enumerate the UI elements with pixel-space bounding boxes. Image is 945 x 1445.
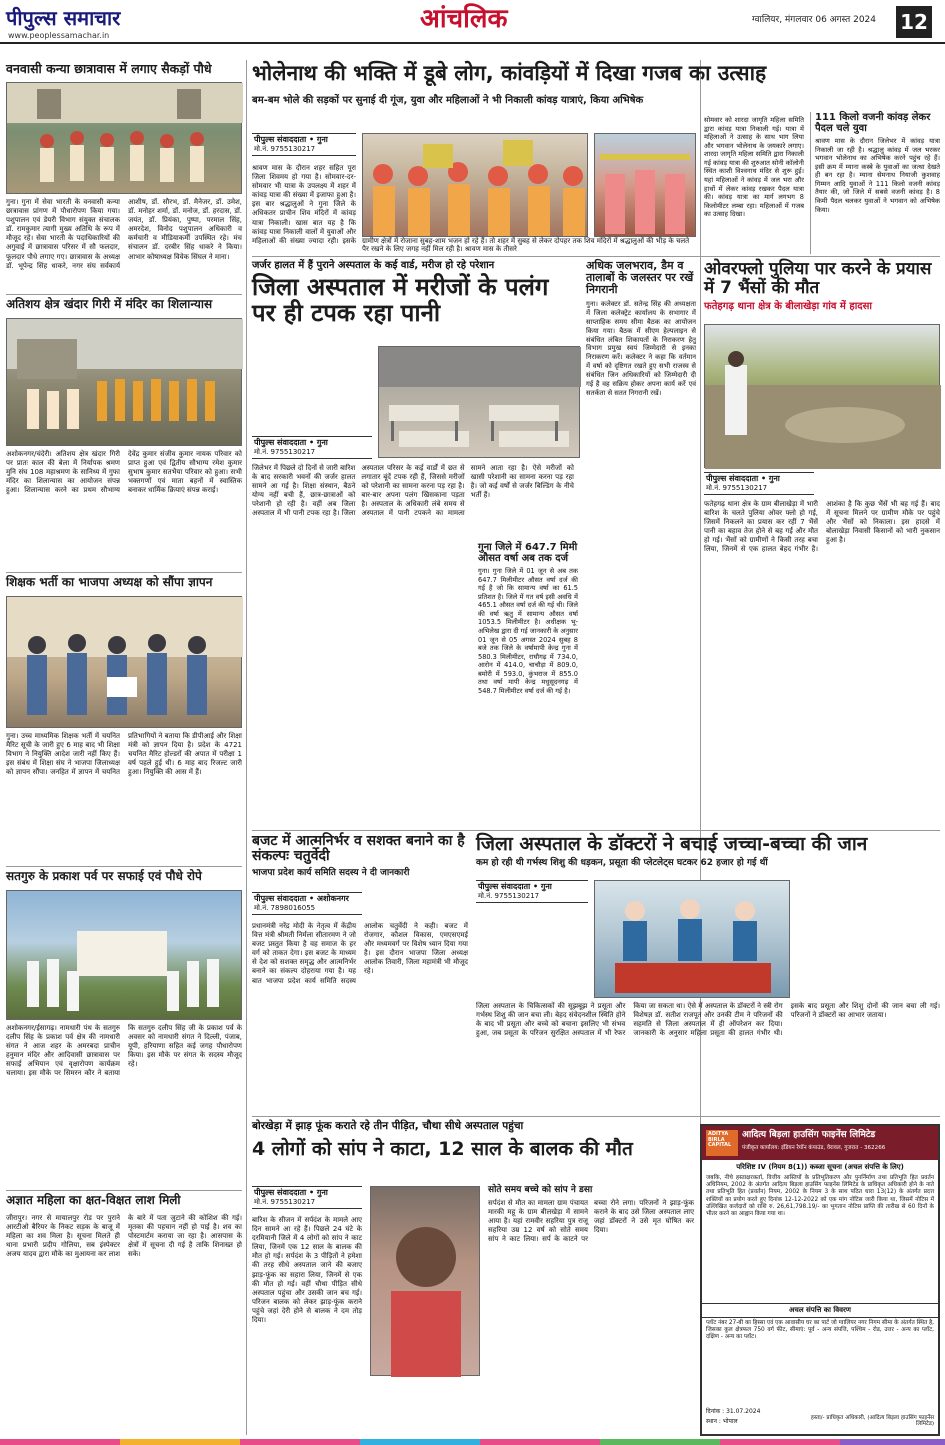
ad-date: दिनांक : 31.07.2024 — [706, 1408, 761, 1416]
schedule-head: अचल संपत्ति का विवरण — [702, 1303, 938, 1318]
story-headline: जिला अस्पताल में मरीजों के पलंग पर ही टपक रहा पानी — [252, 273, 549, 328]
divider — [6, 294, 242, 295]
story-headline: ओवरफ्लो पुलिया पार करने के प्रयास में 7 भैंसों की मौत — [704, 259, 932, 298]
story-headline: 4 लोगों को सांप ने काटा, 12 साल के बालक की मौत — [252, 1138, 633, 1161]
box-headline: गुना जिले में 647.7 मिमी औसत वर्षा अब तक दर्ज — [478, 542, 578, 564]
photo-graphic — [7, 319, 243, 447]
photo-caption: ग्रामीण क्षेत्रों में रोजाना सुबह-शाम भजन हो रहे हैं। तो शहर में सुबह से लेकर दोपहर तक शिव मंदिरों में श्रद्धालुओं की भीड़ के चलते पैर रखने के लिए जगह नहीं मिल रही है। श्रावण मास के तीसरे — [362, 238, 696, 253]
news-photo — [6, 318, 242, 446]
story-body: प्रधानमंत्री नरेंद्र मोदी के नेतृत्व में केंद्रीय वित्त मंत्री श्रीमती निर्मला सीतारमण ने जो बजट प्रस्तुत किया है वह समाज के हर वर्ग को ताकत देगा। इस बजट के माध्यम से देश को सशक्त समृद्ध और आत्मनिर्भर बनाने का संकल्प दोहराया गया है। यह बात भाजपा प्रदेश कार्य समिति सदस्य आलोक चतुर्वेदी ने कही। बजट में रोजगार, कौशल विकास, एमएसएमई और मध्यमवर्ग पर विशेष ध्यान दिया गया है। इस दौरान भाजपा जिला अध्यक्ष आलोक तिवारी, जिला महामंत्री भी मौजूद रहे। — [252, 922, 468, 985]
section-title: आंचलिक — [420, 4, 508, 34]
notice-body: जबकि, नीचे हस्ताक्षरकर्ता, वित्तीय आस्तियों के प्रतिभूतिकरण और पुनर्निर्माण तथा प्रतिभूति हित प्रवर्तन अधिनियम, 2002 के अंतर्गत आदित्य बिड़ला हाउसिंग फाइनेंस लिमिटेड के प्राधिकृत अधिकारी होने के नाते तथा प्रतिभूति हित (प्रवर्तन) नियम, 2002 के नियम 3 के साथ पठित धारा 13(12) के अंतर्गत प्रदत्त शक्तियों का प्रयोग करते हुए दिनांक 12-12-2022 को एक मांग नोटिस जारी किया था, जिसमें नोटिस में उल्लिखित कर्जदारों को राशि रु. 26,61,798.19/- का भुगतान नोटिस प्राप्ति की तारीख से 60 दिनों के भीतर करने का आह्वान किया गया था। — [706, 1174, 934, 1218]
story-body: जीरापुर। नगर से मायालपुर रोड पर पुराने आरटीओ बैरियर के निकट सड़क के बाजू में महिला का शव मिला है। सूचना मिलते ही थाना प्रभारी प्रदीप गोलिया, सब इंस्पेक्टर अजय यादव द्वारा मौके का मुआयना कर लाश के बारे में पता जुटाने की कोशिश की गई। मृतका की पहचान नहीं हो पाई है। शव का पोस्टमार्टम कराया जा रहा है। आसपास के क्षेत्रों में सूचना दी गई है ताकि शिनाख्त हो सके। — [6, 1214, 242, 1259]
news-photo — [6, 82, 242, 194]
story-kicker — [252, 260, 574, 272]
story-body: गुना। गुना में सेवा भारती के वनवासी कन्या छात्रावास प्रांगण में पौधारोपण किया गया। पशुपालन एवं डेयरी विभाग संयुक्त संचालक डॉ. रामकुमार त्यागी मुख्य अतिथि के रूप में मौजूद रहे। सेवा भारती के पदाधिकारियों की अगुवाई में छात्रावास परिसर में सौ फलदार, फूलदार पौधे लगाए गए। छात्रावास के अध्यक्ष डॉ. भूपेन्द्र सिंह धाकरे, नगर संघ सर्वकार्य आशीष, डॉ. सौरभ, डॉ. मैनेजर, डॉ. उमेश, डॉ. मनोहर शर्मा, डॉ. मनोज, डॉ. हरदास, डॉ. जयंत, डॉ. प्रियंका, पुष्पा, परमाल सिंह, अमरदेश, विनोद पशुपालन अधिकारी व कर्मचारी व मीडियाकर्मी उपस्थित रहे। मंच संचालन डॉ. दरबीर सिंह धाकरे ने किया। आभार कोषाध्यक्ष विवेक सिंघल ने माना। — [6, 198, 242, 270]
story-khandar — [6, 298, 242, 568]
story-headline: शिक्षक भर्ती का भाजपा अध्यक्ष को सौंपा ज्ञापन — [6, 575, 213, 589]
story-jalbharav — [586, 260, 696, 820]
byline-mobile: मो.नं. 7898016055 — [254, 904, 316, 913]
byline — [704, 472, 814, 495]
story-body: फतेहगढ़ थाना क्षेत्र के ग्राम बीलाखेड़ा में भारी बारिश के चलते पुलिया ओवर फ्लो हो गई, जिसमें निकलने का प्रयास कर रहीं 7 भैंसें पानी का बहाव तेज होने से बह गईं और मौत हो गई। भैंसों को ग्रामीणों ने किसी तरह बचा लिया, जिनमें से एक हालत बेहद गंभीर है। आशंका है कि कुछ भैंसें भी बह गई हैं। बाद में सूचना मिलने पर ग्रामीण मौके पर पहुंचे और भैंसों को निकाला। इस हादसे में बोलाखेड़ा निवासी किसानों को भारी नुकसान हुआ है। — [704, 500, 940, 554]
ad-signature: हस्ता/- प्राधिकृत अधिकारी, (आदित्य बिड़ला हाउसिंग फाइनेंस लिमिटेड) — [810, 1414, 934, 1428]
byline-mobile: मो.नं. 9755130217 — [254, 1198, 316, 1207]
byline-text: पीपुल्स संवाददाता • गुना — [706, 474, 780, 483]
story-saanp — [252, 1120, 694, 1438]
news-photo — [594, 880, 790, 998]
story-body: गुना। उच्च माध्यमिक शिक्षक भर्ती में चयनित मैरिट सूची के जारी हुए 6 माह बाद भी शिक्षा विभाग ने नियुक्ति आदेश जारी नहीं किए हैं। इस संबंध में शिक्षा संघ ने भाजपा जिलाध्यक्ष को ज्ञापन सौंपा। जनहित में ज्ञापन में चयनित प्रतिभागियों ने बताया कि डीपीआई और शिक्षा मंत्री को ज्ञापन दिया है। प्रदेश के 4721 चयनित मैरिट होल्डरों की अपात में परीक्षा 1 वर्ष पहले हुई थी। 6 माह बाद रिजल्ट जारी हुआ। नियुक्ति की आस में हैं। — [6, 732, 242, 777]
story-body: अशोकनगर/चंदेरी। अतिशय क्षेत्र खंदार गिरी पर प्रातः काल की बेला में निर्यापक श्रमण मुनि संघ 108 महाश्रमण के सानिध्य में गुफा मंदिर का शिलान्यास का आयोजन संपन्न हुआ। शिलान्यास करने का प्रथम सौभाग्य देवेंद्र कुमार संजीव कुमार नायक परिवार को प्राप्त हुआ एवं द्वितीय सौभाग्य रमेश कुमार सुभाष कुमार सतभैया परिवार को हुआ। सभी भक्तगणों एवं माता बहनों में स्वास्तिक बनाकर धार्मिक क्रियाएं संपन्न कराई। — [6, 450, 242, 495]
story-body: अशोकनगर/ईसागढ़। नामधारी पंथ के सतगुरु दलीप सिंह के प्रकाश पर्व क्षेत्र की नामधारी संगत ने आज शहर के अमरबदा प्राचीन हनुमान मंदिर और आदिवासी छात्रावास पर सफाई अभियान एवं वृक्षारोपण कार्यक्रम चलाया। इस मौके पर सिमरन कौर ने बताया कि सतगुरु दलीप सिंह जी के प्रकाश पर्व के अवसर को नामधारी संगत ने दिल्ली, पंजाब, यूपी, हरियाणा सहित कई जगह पौधारोपण किया। इस मौके पर संगत के सदस्य मौजूद रहे। — [6, 1024, 242, 1078]
divider — [252, 256, 940, 257]
story-body: श्रावण मास के दौरान शहर सहित पूरा जिला शिवमय हो गया है। सोमवार-दर-सोमवार भी यात्रा के उपलक्ष्य में शहर में कांवड़ यात्रा की संख्या में इजाफा हुआ है। इस बार श्रद्धालुओं ने गुना जिले के अधिकतर प्राचीन शिव मंदिरों में कांवड़ यात्रा निकाली। खास बात यह है कि कांवड़ यात्रा निकाली वालों में युवाओं और महिलाओं की संख्या ज्यादा रही। इसके — [252, 164, 356, 245]
story-subhead: बम-बम भोले की सड़कों पर सुनाई दी गूंज, युवा और महिलाओं ने भी निकाली कांवड़ यात्राएं, किया अभिषेक — [252, 95, 644, 107]
byline-mobile: मो.नं. 9755130217 — [254, 145, 316, 154]
story-headline: अज्ञात महिला का क्षत-विक्षत लाश मिली — [6, 1193, 181, 1207]
kicker-text: बोरखेड़ा में झाड़ फूंक कराते रहे तीन पीड़ित, चौथा सीधे अस्पताल पहुंचा — [252, 1120, 524, 1132]
photo-graphic — [7, 891, 243, 1021]
box-body: श्रावण मास के दौरान जिलेभर में कांवड़ यात्रा निकाली जा रही है। श्रद्धालु कांवड़ में जल भरकर भगवान भोलेनाथ का अभिषेक करने पहुंच रहे हैं। इसी क्रम में म्याना कस्बे के युवाओं का जत्था देखते ही बन रहा है। म्याना सेमनाथ नियाजी कुशवाह गिम्मन आदि युवाओं ने 111 किलो वजनी कांवड़ तैयार की, जो जिले में सबसे वजनी कांवड़ है। 8 किमी पैदल चलकर युवाओं ने भगवान को अभिषेक किया। — [815, 137, 940, 214]
column-divider — [246, 60, 247, 1435]
box-body: सर्पदंश से मौत का मामला ग्राम पंचायत मारकी महू के ग्राम बीलखेड़ा में सामने आया है। यहां रामवीर सहरिया पुत्र राजू सहरिया उम्र 12 वर्ष को सोते समय सांप ने काट लिया। सर्प के काटने पर बच्चा रोने लगा। परिजनों ने झाड़-फूंक कराने के बाद उसे जिला अस्पताल लाए जहां डॉक्टरों ने उसे मृत घोषित कर दिया। — [488, 1198, 694, 1244]
schedule-body: प्लॉट नंबर 27-बी का हिस्सा एवं एक आवासीय घर का पार्ट जो ग्वालियर नगर निगम सीमा के अंतर्गत स्थित है, जिसका कुल क्षेत्रफल 750 वर्ग फीट, सीमाएं: पूर्व - अन्य संपत्ति, पश्चिम - रोड, उत्तर - अन्य का प्लॉट, दक्षिण - अन्य का प्लॉट। — [706, 1319, 935, 1341]
masthead — [0, 0, 945, 44]
news-photo — [594, 133, 696, 237]
story-agyat — [6, 1194, 242, 1430]
story-banvasi — [6, 62, 242, 292]
byline — [476, 880, 588, 903]
story-overflow — [704, 260, 940, 830]
story-headline: अतिशय क्षेत्र खंदार गिरी में मंदिर का शिलान्यास — [6, 297, 213, 311]
byline-mobile: मो.नं. 9755130217 — [478, 892, 540, 901]
story-headline: सतगुरु के प्रकाश पर्व पर सफाई एवं पौधे रोपे — [6, 869, 202, 883]
divider — [6, 572, 242, 573]
story-subhead: फतेहगढ़ थाना क्षेत्र के बीलाखेड़ा गांव में हादसा — [704, 301, 872, 313]
ad-header — [702, 1126, 938, 1160]
page-number: 12 — [896, 6, 932, 38]
story-body: बारिश के सीजन में सर्पदंश के मामले आए दिन सामने आ रहे हैं। पिछले 24 घंटे के दरमियानी जिले में 4 लोगों को सांप ने काट लिया, जिनमें एक 12 साल के बालक की मौत हो गई। सर्पदंश के 3 पीड़ितों ने हमेशा की तरह सीधे अस्पताल जाने की बजाए झाड़-फूंक का सहारा लिया, जिनमें से एक की मौत हो गई। वहीं चौथा पीड़ित सीधे अस्पताल पहुंचा और उसकी जान बच गई। परिजन बालक को लेकर झाड़-फूंक कराने पहुंचे जहां देरी होने से बालक ने दम तोड़ दिया। — [252, 1216, 362, 1325]
notice-head: परिशिष्ट IV (नियम 8(1)) कब्जा सूचना (अचल संपत्ति के लिए) — [736, 1163, 904, 1171]
byline — [252, 133, 356, 156]
story-headline: भोलेनाथ की भक्ति में डूबे लोग, कांवड़ियों में दिखा गजब का उत्साह — [252, 61, 767, 85]
site-url[interactable]: www.peoplessamachar.in — [8, 31, 110, 40]
story-shikshak — [6, 576, 242, 864]
brand-logo: ADITYA BIRLA CAPITAL — [706, 1130, 738, 1156]
divider — [252, 1116, 940, 1117]
divider — [252, 830, 940, 831]
photo-graphic — [705, 325, 941, 469]
color-strip — [0, 1439, 945, 1445]
story-satguru — [6, 870, 242, 1188]
legal-notice-ad — [700, 1124, 940, 1436]
divider — [6, 1190, 242, 1191]
story-body: जिलेभर में पिछले दो दिनों से जारी बारिश के बाद सरकारी भवनों की जर्जर हालत सामने आ गई है। शिक्षा संस्थान, बैठने योग्य नहीं बची हैं, छात्र-छात्राओं को परेशानी हो रही है। वहीं अब जिला अस्पताल में भी पानी टपक रहा है। जिला अस्पताल परिसर के कई वार्डों में छत से लगातार बूंदें टपक रही हैं, जिससे मरीजों को परेशानी का सामना करना पड़ रहा है। बार-बार अपना पलंग खिसकाना पड़ता है। अस्पताल के अधिकारी लंबे समय से अस्पताल में पानी टपकने का मामला सामने आता रहा है। ऐसे मरीजों को खासी परेशानी का सामना करना पड़ रहा है। जो कई वर्षों से जर्जर बिल्डिंग के नीचे भर्ती हैं। — [252, 464, 574, 518]
photo-graphic — [7, 83, 243, 195]
story-headline: जिला अस्पताल के डॉक्टरों ने बचाई जच्चा-बच्चा की जान — [476, 833, 868, 855]
photo-graphic — [7, 597, 243, 729]
news-photo — [370, 1186, 480, 1376]
byline — [252, 436, 372, 459]
story-bajat — [252, 834, 468, 1114]
byline-mobile: मो.नं. 9755130217 — [706, 484, 768, 493]
photo-graphic — [371, 1187, 481, 1377]
dateline: ग्वालियर, मंगलवार 06 अगस्त 2024 — [752, 15, 877, 25]
story-jachcha — [476, 834, 940, 1114]
story-body: गुना। कलेक्टर डॉ. सतेन्द्र सिंह की अध्यक्षता में जिला कलेक्ट्रेट कार्यालय के सभागार में साप्ताहिक समय सीमा बैठक का आयोजन किया गया। बैठक में सीएम हेल्पलाइन से संबंधित लंबित शिकायतों के निराकरण हेतु विभाग प्रमुख स्वयं जिम्मेदारी से इनका निराकरण करें। कलेक्टर ने कहा कि वर्तमान में वर्षा को दृष्टिगत रखते हुए सभी राजस्व से संबंधित जिन अधिकारियों को जिम्मेदारी दी गई है वह सक्रिय होकर अपना कार्य करें एवं सतर्कता से सतत निगरानी रखें। — [586, 300, 696, 397]
story-headline: अधिक जलभराव, डैम व तालाबों के जलस्तर पर रखें निगरानी — [586, 259, 694, 297]
byline — [252, 1186, 362, 1209]
ad-subtitle: पंजीकृत कार्यालय: इंडियन रेयॉन कंपाउंड, वेरावल, गुजरात - 362266 — [742, 1145, 886, 1151]
photo-graphic — [379, 347, 581, 459]
byline-text: पीपुल्स संवाददाता • गुना — [254, 438, 328, 447]
byline-text: पीपुल्स संवाददाता • गुना — [254, 135, 328, 144]
box-body: गुना। गुना जिले में 01 जून से अब तक 647.7 मिलीमीटर औसत वर्षा दर्ज की गई है जो कि सामान्य वर्षा का 61.5 प्रतिशत है। जिले में गत वर्ष इसी अवधि में 465.1 औसत वर्षा दर्ज की गई थी। जिले की वर्षा ऋतु में सामान्य औसत वर्षा 1053.5 मिलीमीटर है। अधीक्षक भू-अभिलेख द्वारा दी गई जानकारी के अनुसार 01 जून से 05 अगस्त 2024 सुबह 8 बजे तक जिले के वर्षामापी केन्द्र गुना में 580.3 मिलीमीटर, राघौगढ़ में 734.0, आरोन में 414.0, चाचौड़ा में 809.0, बमोरी में 593.0, कुंभराज में 855.0 तथा वर्षा मापी केन्द्र मधुसूदनगढ़ में 548.7 मिलीमीटर वर्षा दर्ज की गई है। — [478, 567, 578, 695]
story-side-body: सोमवार को शारदा जागृति महिला समिति द्वारा कांवड़ यात्रा निकाली गई। यात्रा में महिलाओं ने उत्साह के साथ भाग लिया और भगवान भोलेनाथ के जयकारे लगाए। शारदा जागृति महिला समिति द्वारा निकाली गई कांवड़ यात्रा की शुरुआत सोनी कॉलोनी स्थित काशी विश्वनाथ मंदिर से शुरू हुई। यहां महिलाओं ने कांवड़ में जल भरा और हाथों में लेकर कांवड़ रखकर पैदल यात्रा की। कांवड़ यात्रा का मार्ग लगभग 8 किलोमीटर लम्बा रहा। महिलाओं में गजब का उत्साह दिखा। — [704, 116, 804, 219]
byline-text: पीपुल्स संवाददाता • गुना — [254, 1188, 328, 1197]
box-headline: सोते समय बच्चे को सांप ने डसा — [488, 1185, 593, 1195]
box-headline: 111 किलो वजनी कांवड़ लेकर पैदल चले युवा — [815, 112, 931, 134]
byline-text: पीपुल्स संवाददाता • अशोकनगर — [254, 894, 349, 903]
news-photo — [6, 890, 242, 1020]
news-photo — [6, 596, 242, 728]
kicker-text: जर्जर हालत में हैं पुराने अस्पताल के कई वार्ड, मरीज हो रहे परेशान — [252, 260, 495, 271]
divider — [6, 866, 242, 867]
ad-title: आदित्य बिड़ला हाउसिंग फाइनेंस लिमिटेड — [742, 1130, 876, 1140]
ad-place: स्थान : भोपाल — [706, 1418, 738, 1426]
photo-graphic — [363, 134, 589, 238]
story-subhead: कम हो रही थी गर्भस्थ शिशु की धड़कन, प्रसूता की प्लेटलेट्स घटकर 62 हजार हो गई थीं — [476, 857, 768, 868]
story-barish-box — [478, 542, 578, 738]
news-photo — [362, 133, 588, 237]
photo-graphic — [595, 881, 791, 999]
story-saanp-box — [488, 1186, 694, 1436]
news-photo — [378, 346, 580, 458]
story-headline: वनवासी कन्या छात्रावास में लगाए सैकड़ों पौधे — [6, 61, 212, 76]
story-headline: बजट में आत्मनिर्भर व सशक्त बनाने का है संकल्पः चतुर्वेदी — [252, 833, 465, 865]
byline-text: पीपुल्स संवाददाता • गुना — [478, 882, 552, 891]
byline — [252, 892, 362, 915]
story-body: जिला अस्पताल के चिकित्सकों की सूझबूझ ने प्रसूता और गर्भस्थ शिशु की जान बचा ली। बेहद संवेदनशील स्थिति होने के बाद भी प्रसूता और बच्चे को बचाना इसलिए भी संभव हुआ, जब प्रसूता के परिजन सुरक्षित अस्पताल में भी रेफर किया जा सकता था। ऐसे में अस्पताल के डॉक्टरों ने स्त्री रोग विशेषज्ञ डॉ. सतीश राजपूत और उनकी टीम ने परिजनों की सहमति से जिला अस्पताल में ही ऑपरेशन कर दिया। जानकारी के अनुसार महिला प्रसूता की हालत गंभीर थी। इसके बाद प्रसूता और शिशु दोनों की जान बचा ली गई। परिजनों ने डॉक्टरों का आभार जताया। — [476, 1002, 940, 1038]
story-subhead: भाजपा प्रदेश कार्य समिति सदस्य ने दी जानकारी — [252, 867, 410, 878]
news-photo — [704, 324, 940, 468]
byline-mobile: मो.नं. 9755130217 — [254, 448, 316, 457]
story-box-kaawar — [810, 112, 940, 254]
photo-graphic — [595, 134, 697, 238]
newspaper-logo: पीपुल्स समाचार — [6, 6, 121, 30]
